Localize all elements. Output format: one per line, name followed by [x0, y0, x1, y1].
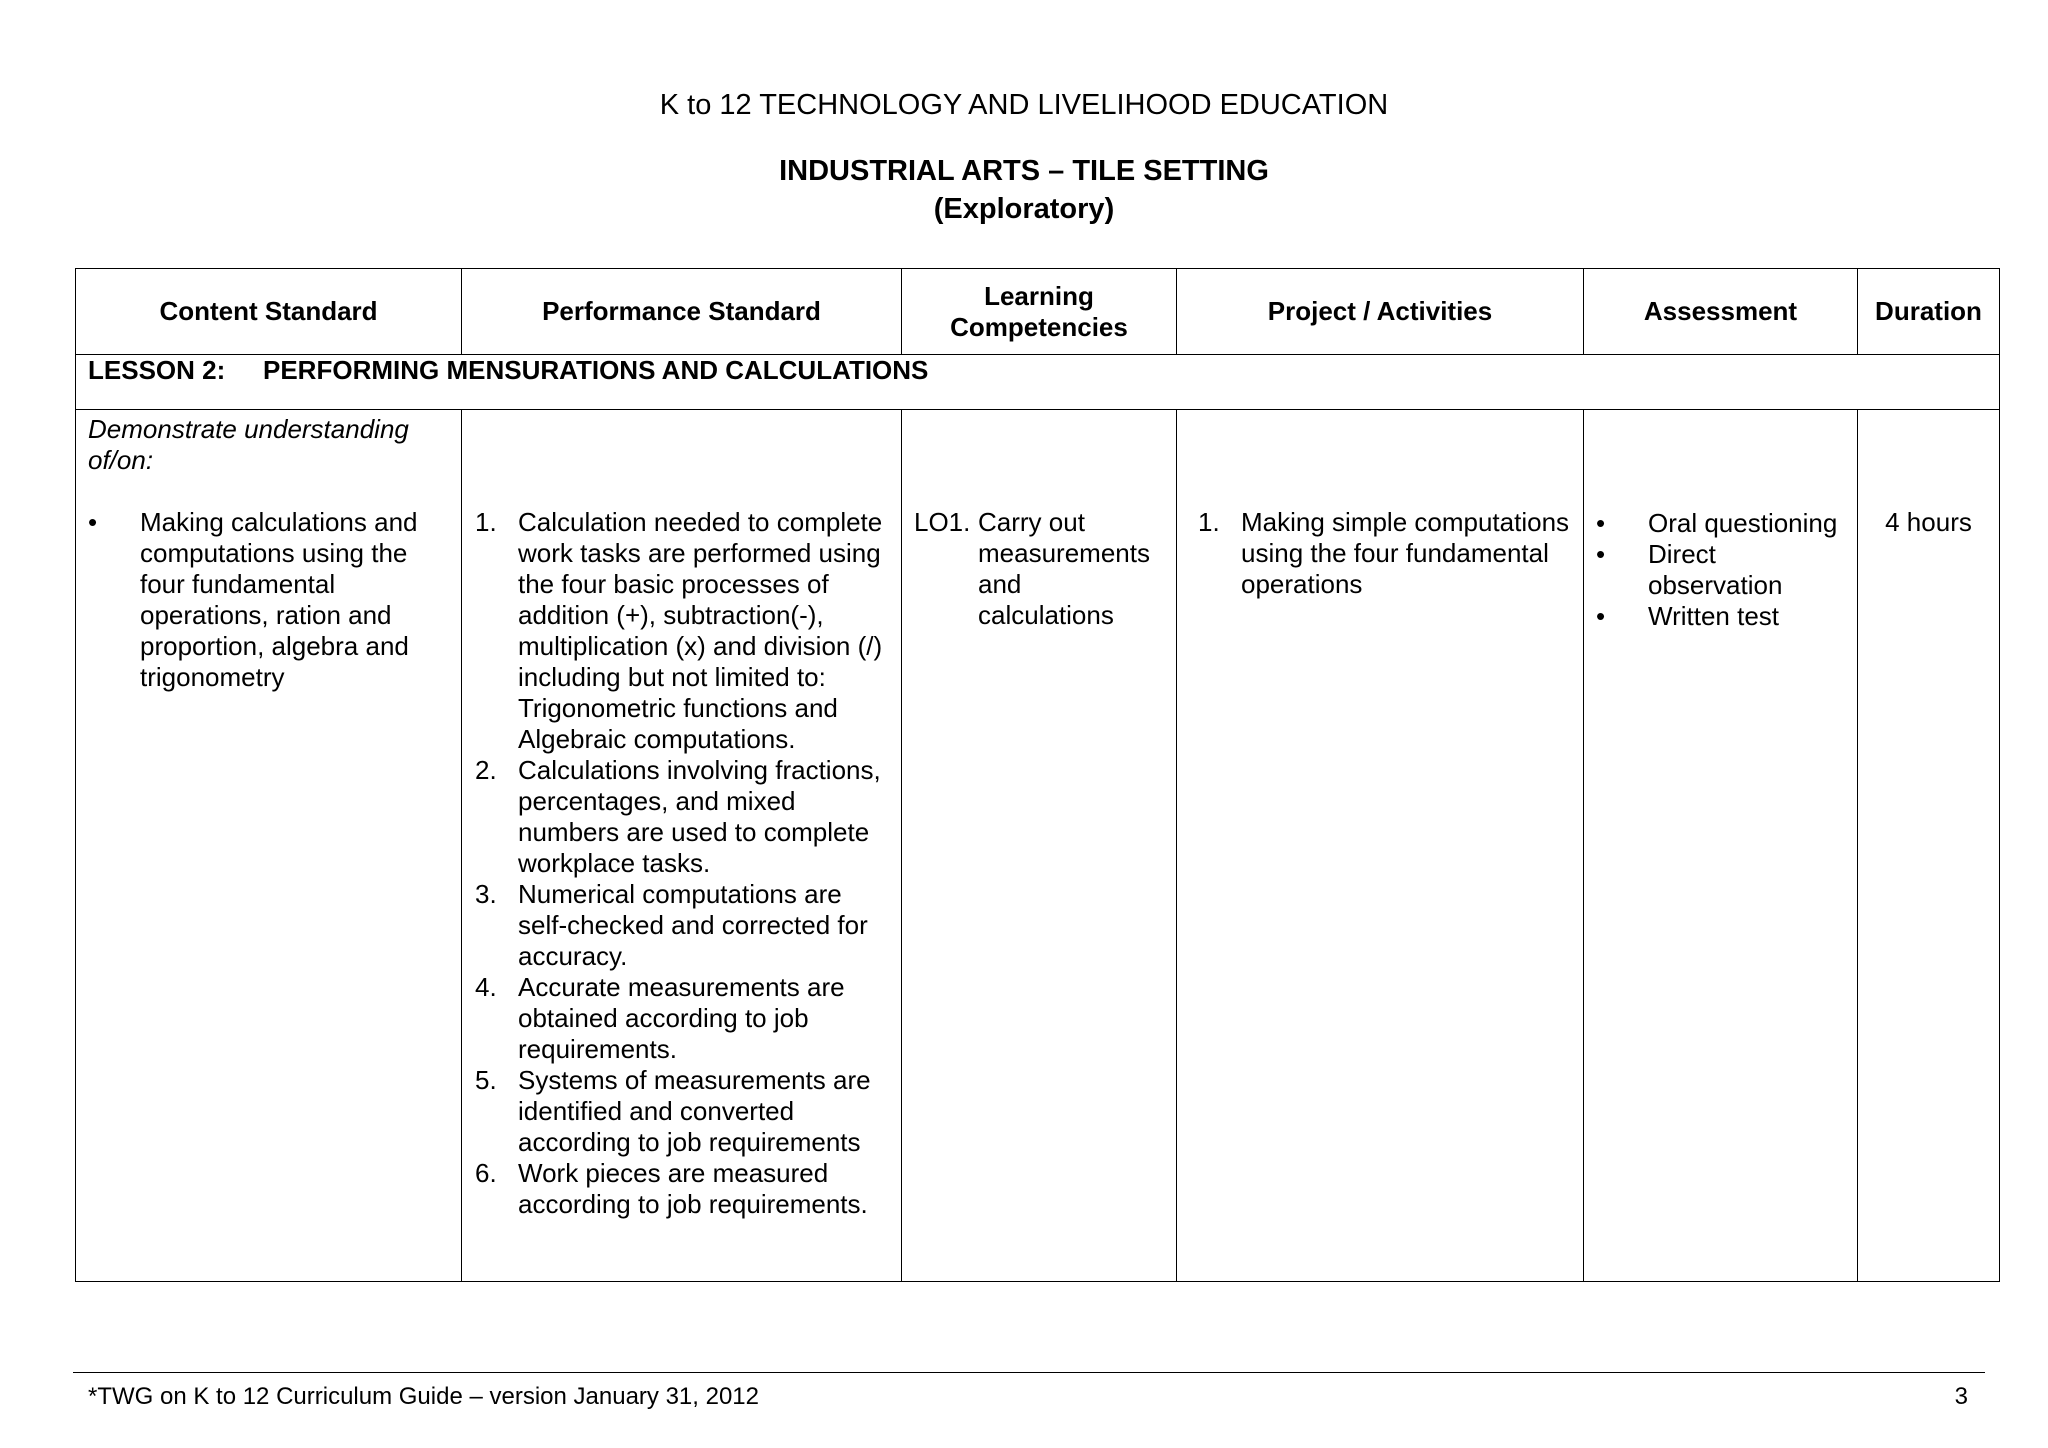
learning-outcome-text: Carry out measurements and calculations [978, 507, 1150, 630]
content-standard-list [88, 507, 449, 693]
column-header-content-standard: Content Standard [76, 269, 462, 355]
list-item [474, 879, 889, 972]
footer-divider [73, 1372, 1985, 1373]
list-text: Calculations involving fractions, percentages, and mixed numbers are used to complete workplace tasks. [518, 755, 881, 878]
footer-text: *TWG on K to 12 Curriculum Guide – version January 31, 2012 [88, 1383, 759, 1410]
lesson-title: PERFORMING MENSURATIONS AND CALCULATIONS [263, 355, 929, 385]
list-item [474, 507, 889, 755]
list-item [474, 1065, 889, 1158]
list-text: Calculation needed to complete work tasks are performed using the four basic processes of addition (+), subtraction(-), multiplication (x) and division (/) including but not limited to: Trigonometric functions and Algebraic computations. [518, 507, 883, 754]
list-text: Work pieces are measured according to job requirements. [518, 1158, 868, 1219]
table-row [76, 410, 2000, 1282]
list-text: Making simple computations using the four fundamental operations [1241, 507, 1570, 599]
list-item [474, 755, 889, 879]
duration-value: 4 hours [1885, 507, 1972, 537]
list-item [1197, 507, 1571, 600]
column-header-project-activities: Project / Activities [1177, 269, 1584, 355]
list-text: Systems of measurements are identified and converted according to job requirements [518, 1065, 871, 1157]
page-number: 3 [1954, 1383, 1968, 1410]
content-standard-cell [76, 410, 462, 1282]
document-subtitle [0, 152, 2048, 228]
list-item [474, 972, 889, 1065]
subtitle-line-1: INDUSTRIAL ARTS – TILE SETTING [779, 155, 1269, 187]
list-item: • Written test [1596, 601, 1845, 632]
list-item: • Making calculations and computations using the four fundamental operations, ration and proportion, algebra and trigonometry [88, 507, 449, 693]
list-text: Numerical computations are self-checked and corrected for accuracy. [518, 879, 868, 971]
list-item: • Direct observation [1596, 539, 1845, 601]
learning-outcome [914, 507, 1164, 631]
list-item [474, 1158, 889, 1220]
curriculum-table [75, 268, 2000, 1282]
table-header-row [76, 269, 2000, 355]
list-number: 3. [475, 879, 497, 909]
column-header-learning-competencies: Learning Competencies [902, 269, 1177, 355]
project-activities-cell [1177, 410, 1584, 1282]
lesson-heading [76, 355, 2000, 410]
assessment-cell [1584, 410, 1858, 1282]
column-header-duration: Duration [1858, 269, 2000, 355]
subtitle-line-2: (Exploratory) [933, 193, 1115, 225]
list-number: 6. [475, 1158, 497, 1188]
performance-standard-list [474, 507, 889, 1220]
learning-competencies-cell [902, 410, 1177, 1282]
content-standard-intro: Demonstrate understanding of/on: [88, 414, 409, 475]
document-title: K to 12 TECHNOLOGY AND LIVELIHOOD EDUCATION [659, 89, 1389, 121]
list-number: 1. [1198, 507, 1220, 537]
column-header-performance-standard: Performance Standard [462, 269, 902, 355]
list-number: 1. [475, 507, 497, 537]
assessment-list [1596, 508, 1845, 632]
performance-standard-cell [462, 410, 902, 1282]
lesson-row [76, 355, 2000, 410]
list-number: 5. [475, 1065, 497, 1095]
lesson-number: LESSON 2: [88, 355, 226, 385]
duration-cell [1858, 410, 2000, 1282]
list-number: 2. [475, 755, 497, 785]
list-number: 4. [475, 972, 497, 1002]
column-header-assessment: Assessment [1584, 269, 1858, 355]
learning-outcome-code: LO1. [914, 507, 971, 537]
list-text: Accurate measurements are obtained according to job requirements. [518, 972, 845, 1064]
list-item: • Oral questioning [1596, 508, 1845, 539]
project-activities-list [1197, 507, 1571, 600]
